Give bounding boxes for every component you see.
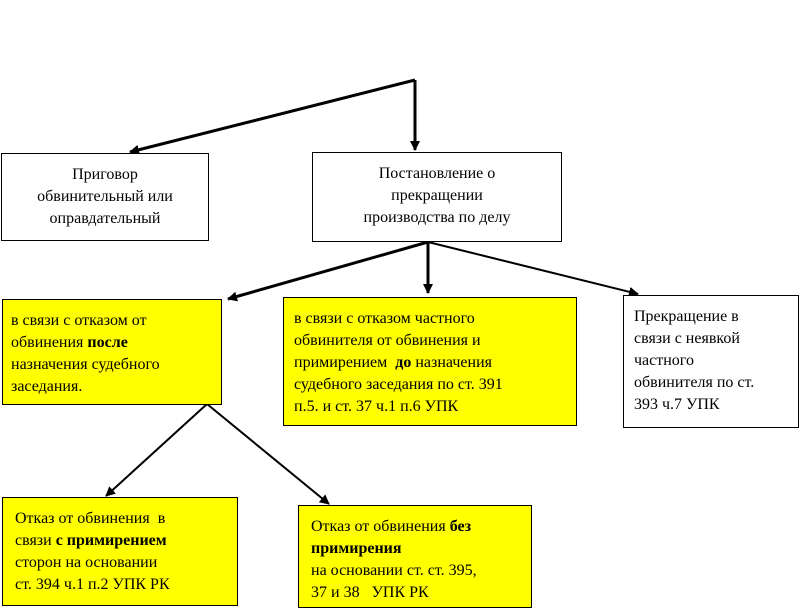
with-reconciliation-line-2 <box>15 530 237 552</box>
termination-node <box>312 152 562 242</box>
after-trial-line-4: заседания. <box>11 378 83 395</box>
verdict-line-2: обвинительный или <box>37 188 173 205</box>
no-show-line-1: Прекращение в <box>634 308 739 325</box>
private-before-line-3-text: примирением <box>294 354 396 371</box>
termination-to-no-show-arrow <box>428 242 638 294</box>
no-show-line-5: 393 ч.7 УПК <box>634 396 720 413</box>
termination-line-2: прекращении <box>391 187 483 204</box>
after-trial-to-with-reconciliation-arrow <box>106 404 207 496</box>
after-trial-line-1: в связи с отказом от <box>11 312 147 329</box>
after-trial-line-2 <box>11 332 221 354</box>
termination-line-3: производства по делу <box>363 209 511 226</box>
private-before-line-5: п.5. и ст. 37 ч.1 п.6 УПК <box>294 398 459 415</box>
with-reconciliation-line-1: Отказ от обвинения в <box>15 510 166 527</box>
private-before-line-3-tail: назначения <box>411 354 492 371</box>
verdict-line-3: оправдательный <box>49 210 161 227</box>
without-reconciliation-line-1 <box>311 516 531 538</box>
without-reconciliation-keyword-1: без <box>449 518 472 535</box>
no-show-line-4: обвинителя по ст. <box>634 374 755 391</box>
after-trial-keyword: после <box>87 334 128 351</box>
without-reconciliation-line-3: на основании ст. ст. 395, <box>311 562 477 579</box>
no-show-line-2: связи с неявкой <box>634 330 740 347</box>
after-trial-node <box>2 299 222 405</box>
without-reconciliation-line-2 <box>311 538 531 560</box>
without-reconciliation-node <box>298 505 532 608</box>
with-reconciliation-line-2-text: связи <box>15 532 56 549</box>
after-trial-line-3: назначения судебного <box>11 356 160 373</box>
top-to-verdict-arrow <box>130 80 415 152</box>
termination-line-1: Постановление о <box>378 165 496 182</box>
without-reconciliation-keyword-2: примирения <box>311 540 402 557</box>
private-before-node <box>283 297 577 426</box>
no-show-node <box>623 295 799 428</box>
private-before-keyword: до <box>395 354 412 371</box>
without-reconciliation-line-4: 37 и 38 УПК РК <box>311 584 429 601</box>
with-reconciliation-node <box>2 497 238 606</box>
with-reconciliation-line-4: ст. 394 ч.1 п.2 УПК РК <box>15 576 170 593</box>
private-before-line-4: судебного заседания по ст. 391 <box>294 376 503 393</box>
no-show-line-3: частного <box>634 352 694 369</box>
verdict-node <box>1 153 209 241</box>
private-before-line-2: обвинителя от обвинения и <box>294 332 481 349</box>
after-trial-line-2-text: обвинения <box>11 334 88 351</box>
private-before-line-3 <box>294 352 576 374</box>
with-reconciliation-line-3: сторон на основании <box>15 554 158 571</box>
without-reconciliation-line-1-text: Отказ от обвинения <box>311 518 450 535</box>
with-reconciliation-keyword: с примирением <box>55 532 167 549</box>
verdict-line-1: Приговор <box>72 166 138 183</box>
termination-to-after-trial-arrow <box>228 242 428 299</box>
private-before-line-1: в связи с отказом частного <box>294 310 475 327</box>
